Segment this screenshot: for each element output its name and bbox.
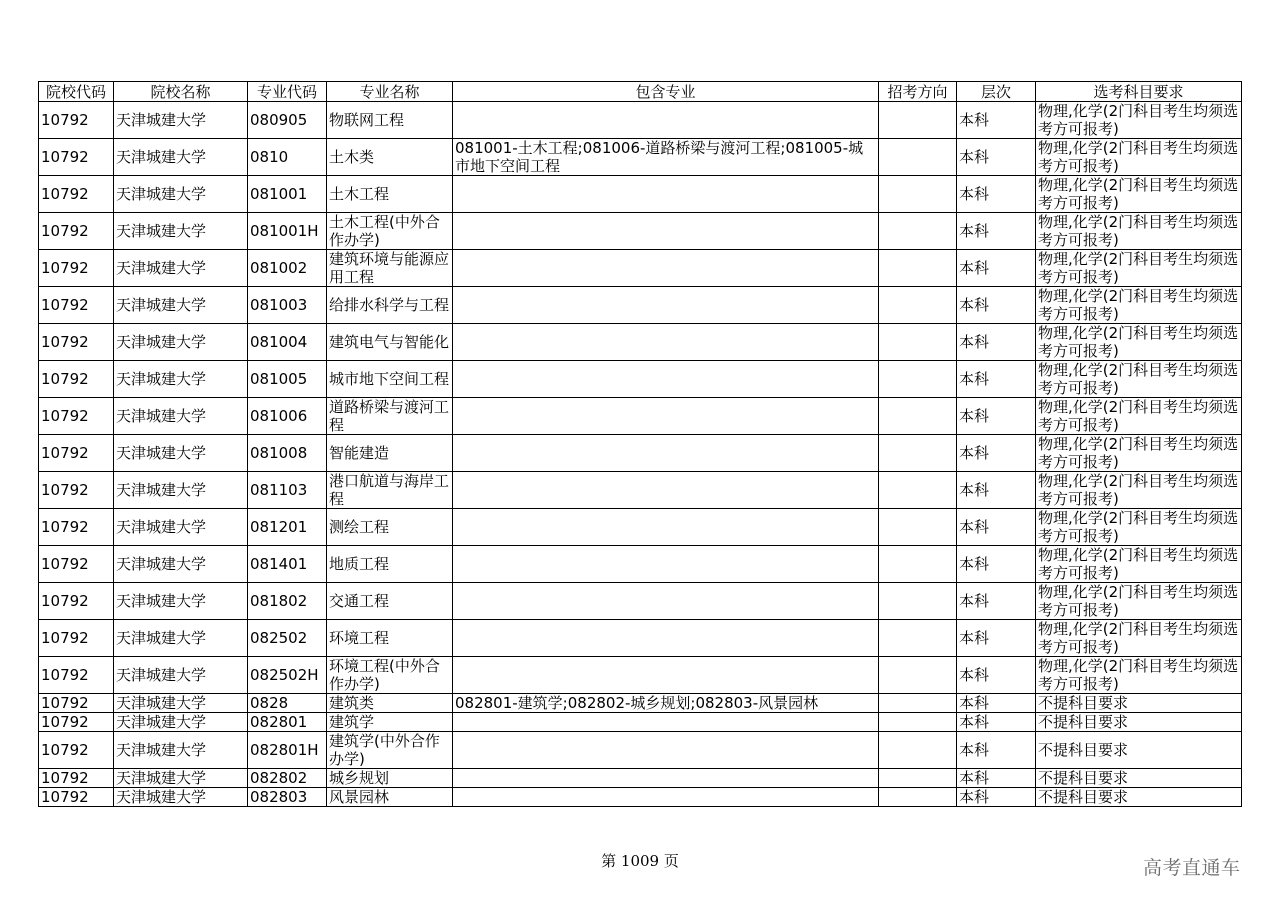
cell-major-code: 081401 <box>248 546 327 583</box>
cell-level: 本科 <box>957 102 1036 139</box>
cell-major-code: 081002 <box>248 250 327 287</box>
cell-major-code: 081802 <box>248 583 327 620</box>
cell-school-code: 10792 <box>39 788 114 807</box>
cell-school-name: 天津城建大学 <box>114 546 248 583</box>
cell-school-name: 天津城建大学 <box>114 788 248 807</box>
cell-included-majors <box>453 250 879 287</box>
cell-major-name: 智能建造 <box>327 435 453 472</box>
page-number: 第 1009 页 <box>601 852 679 870</box>
cell-direction <box>879 620 957 657</box>
cell-direction <box>879 694 957 713</box>
cell-major-code: 082803 <box>248 788 327 807</box>
cell-major-code: 080905 <box>248 102 327 139</box>
cell-school-name: 天津城建大学 <box>114 176 248 213</box>
cell-direction <box>879 788 957 807</box>
cell-level: 本科 <box>957 694 1036 713</box>
col-header-direction: 招考方向 <box>879 82 957 102</box>
col-header-level: 层次 <box>957 82 1036 102</box>
cell-direction <box>879 713 957 732</box>
cell-major-name: 地质工程 <box>327 546 453 583</box>
cell-direction <box>879 102 957 139</box>
cell-major-name: 建筑类 <box>327 694 453 713</box>
cell-included-majors <box>453 361 879 398</box>
table-row <box>39 769 1242 788</box>
cell-major-name: 城乡规划 <box>327 769 453 788</box>
cell-school-code: 10792 <box>39 769 114 788</box>
cell-included-majors <box>453 788 879 807</box>
cell-subject-requirement: 物理,化学(2门科目考生均须选考方可报考) <box>1036 361 1242 398</box>
cell-school-code: 10792 <box>39 546 114 583</box>
cell-level: 本科 <box>957 583 1036 620</box>
cell-school-name: 天津城建大学 <box>114 620 248 657</box>
cell-school-code: 10792 <box>39 472 114 509</box>
cell-school-name: 天津城建大学 <box>114 657 248 694</box>
cell-included-majors <box>453 769 879 788</box>
cell-school-name: 天津城建大学 <box>114 398 248 435</box>
cell-school-name: 天津城建大学 <box>114 472 248 509</box>
cell-level: 本科 <box>957 620 1036 657</box>
cell-direction <box>879 139 957 176</box>
cell-major-name: 土木工程 <box>327 176 453 213</box>
enrollment-table <box>38 81 1242 807</box>
cell-school-code: 10792 <box>39 713 114 732</box>
table-row <box>39 102 1242 139</box>
cell-level: 本科 <box>957 324 1036 361</box>
cell-major-code: 082801 <box>248 713 327 732</box>
cell-direction <box>879 769 957 788</box>
cell-school-code: 10792 <box>39 102 114 139</box>
cell-major-code: 081001H <box>248 213 327 250</box>
table-body <box>39 102 1242 807</box>
cell-subject-requirement: 不提科目要求 <box>1036 713 1242 732</box>
cell-major-name: 道路桥梁与渡河工程 <box>327 398 453 435</box>
cell-major-name: 给排水科学与工程 <box>327 287 453 324</box>
cell-level: 本科 <box>957 250 1036 287</box>
cell-major-name: 土木类 <box>327 139 453 176</box>
cell-major-code: 082502 <box>248 620 327 657</box>
cell-major-name: 土木工程(中外合作办学) <box>327 213 453 250</box>
cell-major-name: 风景园林 <box>327 788 453 807</box>
cell-subject-requirement: 不提科目要求 <box>1036 788 1242 807</box>
cell-school-code: 10792 <box>39 213 114 250</box>
cell-included-majors <box>453 509 879 546</box>
cell-major-code: 081008 <box>248 435 327 472</box>
cell-major-code: 081004 <box>248 324 327 361</box>
cell-direction <box>879 472 957 509</box>
cell-included-majors <box>453 472 879 509</box>
cell-subject-requirement: 物理,化学(2门科目考生均须选考方可报考) <box>1036 583 1242 620</box>
cell-direction <box>879 732 957 769</box>
cell-level: 本科 <box>957 657 1036 694</box>
cell-level: 本科 <box>957 213 1036 250</box>
table-row <box>39 788 1242 807</box>
cell-major-code: 081001 <box>248 176 327 213</box>
cell-school-name: 天津城建大学 <box>114 324 248 361</box>
cell-level: 本科 <box>957 176 1036 213</box>
cell-school-name: 天津城建大学 <box>114 713 248 732</box>
cell-school-code: 10792 <box>39 324 114 361</box>
cell-school-code: 10792 <box>39 694 114 713</box>
cell-major-code: 082802 <box>248 769 327 788</box>
cell-school-code: 10792 <box>39 435 114 472</box>
col-header-major-code: 专业代码 <box>248 82 327 102</box>
cell-subject-requirement: 物理,化学(2门科目考生均须选考方可报考) <box>1036 324 1242 361</box>
cell-included-majors <box>453 398 879 435</box>
cell-school-name: 天津城建大学 <box>114 361 248 398</box>
cell-subject-requirement: 物理,化学(2门科目考生均须选考方可报考) <box>1036 509 1242 546</box>
cell-major-code: 081006 <box>248 398 327 435</box>
cell-subject-requirement: 物理,化学(2门科目考生均须选考方可报考) <box>1036 287 1242 324</box>
table-row <box>39 398 1242 435</box>
cell-direction <box>879 435 957 472</box>
cell-school-code: 10792 <box>39 139 114 176</box>
cell-school-name: 天津城建大学 <box>114 102 248 139</box>
cell-major-name: 城市地下空间工程 <box>327 361 453 398</box>
cell-level: 本科 <box>957 398 1036 435</box>
table-row <box>39 361 1242 398</box>
cell-school-code: 10792 <box>39 176 114 213</box>
table-row <box>39 713 1242 732</box>
header-row <box>39 82 1242 102</box>
cell-subject-requirement: 不提科目要求 <box>1036 732 1242 769</box>
table-row <box>39 250 1242 287</box>
cell-subject-requirement: 物理,化学(2门科目考生均须选考方可报考) <box>1036 139 1242 176</box>
col-header-subject-requirement: 选考科目要求 <box>1036 82 1242 102</box>
cell-included-majors: 081001-土木工程;081006-道路桥梁与渡河工程;081005-城市地下空间工程 <box>453 139 879 176</box>
cell-subject-requirement: 物理,化学(2门科目考生均须选考方可报考) <box>1036 620 1242 657</box>
cell-major-code: 081201 <box>248 509 327 546</box>
cell-level: 本科 <box>957 788 1036 807</box>
cell-subject-requirement: 不提科目要求 <box>1036 694 1242 713</box>
cell-direction <box>879 287 957 324</box>
cell-major-name: 建筑电气与智能化 <box>327 324 453 361</box>
cell-major-code: 081003 <box>248 287 327 324</box>
cell-included-majors <box>453 546 879 583</box>
cell-school-name: 天津城建大学 <box>114 509 248 546</box>
cell-direction <box>879 546 957 583</box>
watermark: 高考直通车 <box>1143 857 1241 879</box>
cell-included-majors <box>453 657 879 694</box>
cell-direction <box>879 509 957 546</box>
cell-school-name: 天津城建大学 <box>114 435 248 472</box>
cell-school-code: 10792 <box>39 361 114 398</box>
cell-included-majors <box>453 287 879 324</box>
table-row <box>39 213 1242 250</box>
cell-school-code: 10792 <box>39 509 114 546</box>
cell-level: 本科 <box>957 139 1036 176</box>
table-row <box>39 583 1242 620</box>
cell-direction <box>879 176 957 213</box>
cell-subject-requirement: 物理,化学(2门科目考生均须选考方可报考) <box>1036 398 1242 435</box>
cell-direction <box>879 213 957 250</box>
table-row <box>39 324 1242 361</box>
cell-included-majors <box>453 102 879 139</box>
table-row <box>39 176 1242 213</box>
cell-direction <box>879 324 957 361</box>
cell-included-majors <box>453 213 879 250</box>
cell-school-name: 天津城建大学 <box>114 213 248 250</box>
cell-subject-requirement: 不提科目要求 <box>1036 769 1242 788</box>
cell-included-majors <box>453 620 879 657</box>
cell-school-name: 天津城建大学 <box>114 287 248 324</box>
table-row <box>39 509 1242 546</box>
cell-included-majors <box>453 176 879 213</box>
cell-subject-requirement: 物理,化学(2门科目考生均须选考方可报考) <box>1036 472 1242 509</box>
cell-subject-requirement: 物理,化学(2门科目考生均须选考方可报考) <box>1036 657 1242 694</box>
cell-subject-requirement: 物理,化学(2门科目考生均须选考方可报考) <box>1036 250 1242 287</box>
cell-major-code: 0810 <box>248 139 327 176</box>
cell-major-name: 环境工程(中外合作办学) <box>327 657 453 694</box>
cell-school-code: 10792 <box>39 583 114 620</box>
col-header-major-name: 专业名称 <box>327 82 453 102</box>
cell-major-code: 082801H <box>248 732 327 769</box>
cell-subject-requirement: 物理,化学(2门科目考生均须选考方可报考) <box>1036 176 1242 213</box>
cell-major-name: 港口航道与海岸工程 <box>327 472 453 509</box>
cell-level: 本科 <box>957 435 1036 472</box>
table-row <box>39 694 1242 713</box>
col-header-included-majors: 包含专业 <box>453 82 879 102</box>
table-row <box>39 139 1242 176</box>
cell-school-name: 天津城建大学 <box>114 694 248 713</box>
cell-major-name: 交通工程 <box>327 583 453 620</box>
cell-direction <box>879 583 957 620</box>
cell-major-code: 0828 <box>248 694 327 713</box>
cell-level: 本科 <box>957 287 1036 324</box>
cell-school-name: 天津城建大学 <box>114 732 248 769</box>
cell-major-code: 081005 <box>248 361 327 398</box>
cell-major-name: 环境工程 <box>327 620 453 657</box>
cell-level: 本科 <box>957 732 1036 769</box>
cell-school-code: 10792 <box>39 250 114 287</box>
cell-level: 本科 <box>957 361 1036 398</box>
table-row <box>39 435 1242 472</box>
cell-level: 本科 <box>957 769 1036 788</box>
cell-school-name: 天津城建大学 <box>114 583 248 620</box>
table-row <box>39 657 1242 694</box>
cell-level: 本科 <box>957 546 1036 583</box>
table-row <box>39 472 1242 509</box>
cell-major-name: 测绘工程 <box>327 509 453 546</box>
cell-included-majors <box>453 732 879 769</box>
cell-school-code: 10792 <box>39 732 114 769</box>
cell-level: 本科 <box>957 509 1036 546</box>
cell-included-majors <box>453 324 879 361</box>
cell-level: 本科 <box>957 472 1036 509</box>
table-row <box>39 732 1242 769</box>
cell-direction <box>879 361 957 398</box>
cell-major-name: 建筑学(中外合作办学) <box>327 732 453 769</box>
cell-major-name: 物联网工程 <box>327 102 453 139</box>
cell-included-majors <box>453 583 879 620</box>
cell-major-code: 081103 <box>248 472 327 509</box>
cell-subject-requirement: 物理,化学(2门科目考生均须选考方可报考) <box>1036 102 1242 139</box>
col-header-school-name: 院校名称 <box>114 82 248 102</box>
cell-subject-requirement: 物理,化学(2门科目考生均须选考方可报考) <box>1036 546 1242 583</box>
cell-included-majors: 082801-建筑学;082802-城乡规划;082803-风景园林 <box>453 694 879 713</box>
cell-school-name: 天津城建大学 <box>114 250 248 287</box>
cell-school-name: 天津城建大学 <box>114 769 248 788</box>
cell-direction <box>879 250 957 287</box>
cell-level: 本科 <box>957 713 1036 732</box>
cell-subject-requirement: 物理,化学(2门科目考生均须选考方可报考) <box>1036 213 1242 250</box>
cell-school-name: 天津城建大学 <box>114 139 248 176</box>
cell-school-code: 10792 <box>39 657 114 694</box>
cell-subject-requirement: 物理,化学(2门科目考生均须选考方可报考) <box>1036 435 1242 472</box>
cell-included-majors <box>453 435 879 472</box>
cell-school-code: 10792 <box>39 287 114 324</box>
cell-major-code: 082502H <box>248 657 327 694</box>
cell-included-majors <box>453 713 879 732</box>
cell-major-name: 建筑环境与能源应用工程 <box>327 250 453 287</box>
table-row <box>39 546 1242 583</box>
table-row <box>39 620 1242 657</box>
col-header-school-code: 院校代码 <box>39 82 114 102</box>
table-row <box>39 287 1242 324</box>
cell-school-code: 10792 <box>39 398 114 435</box>
cell-school-code: 10792 <box>39 620 114 657</box>
cell-major-name: 建筑学 <box>327 713 453 732</box>
cell-direction <box>879 657 957 694</box>
cell-direction <box>879 398 957 435</box>
